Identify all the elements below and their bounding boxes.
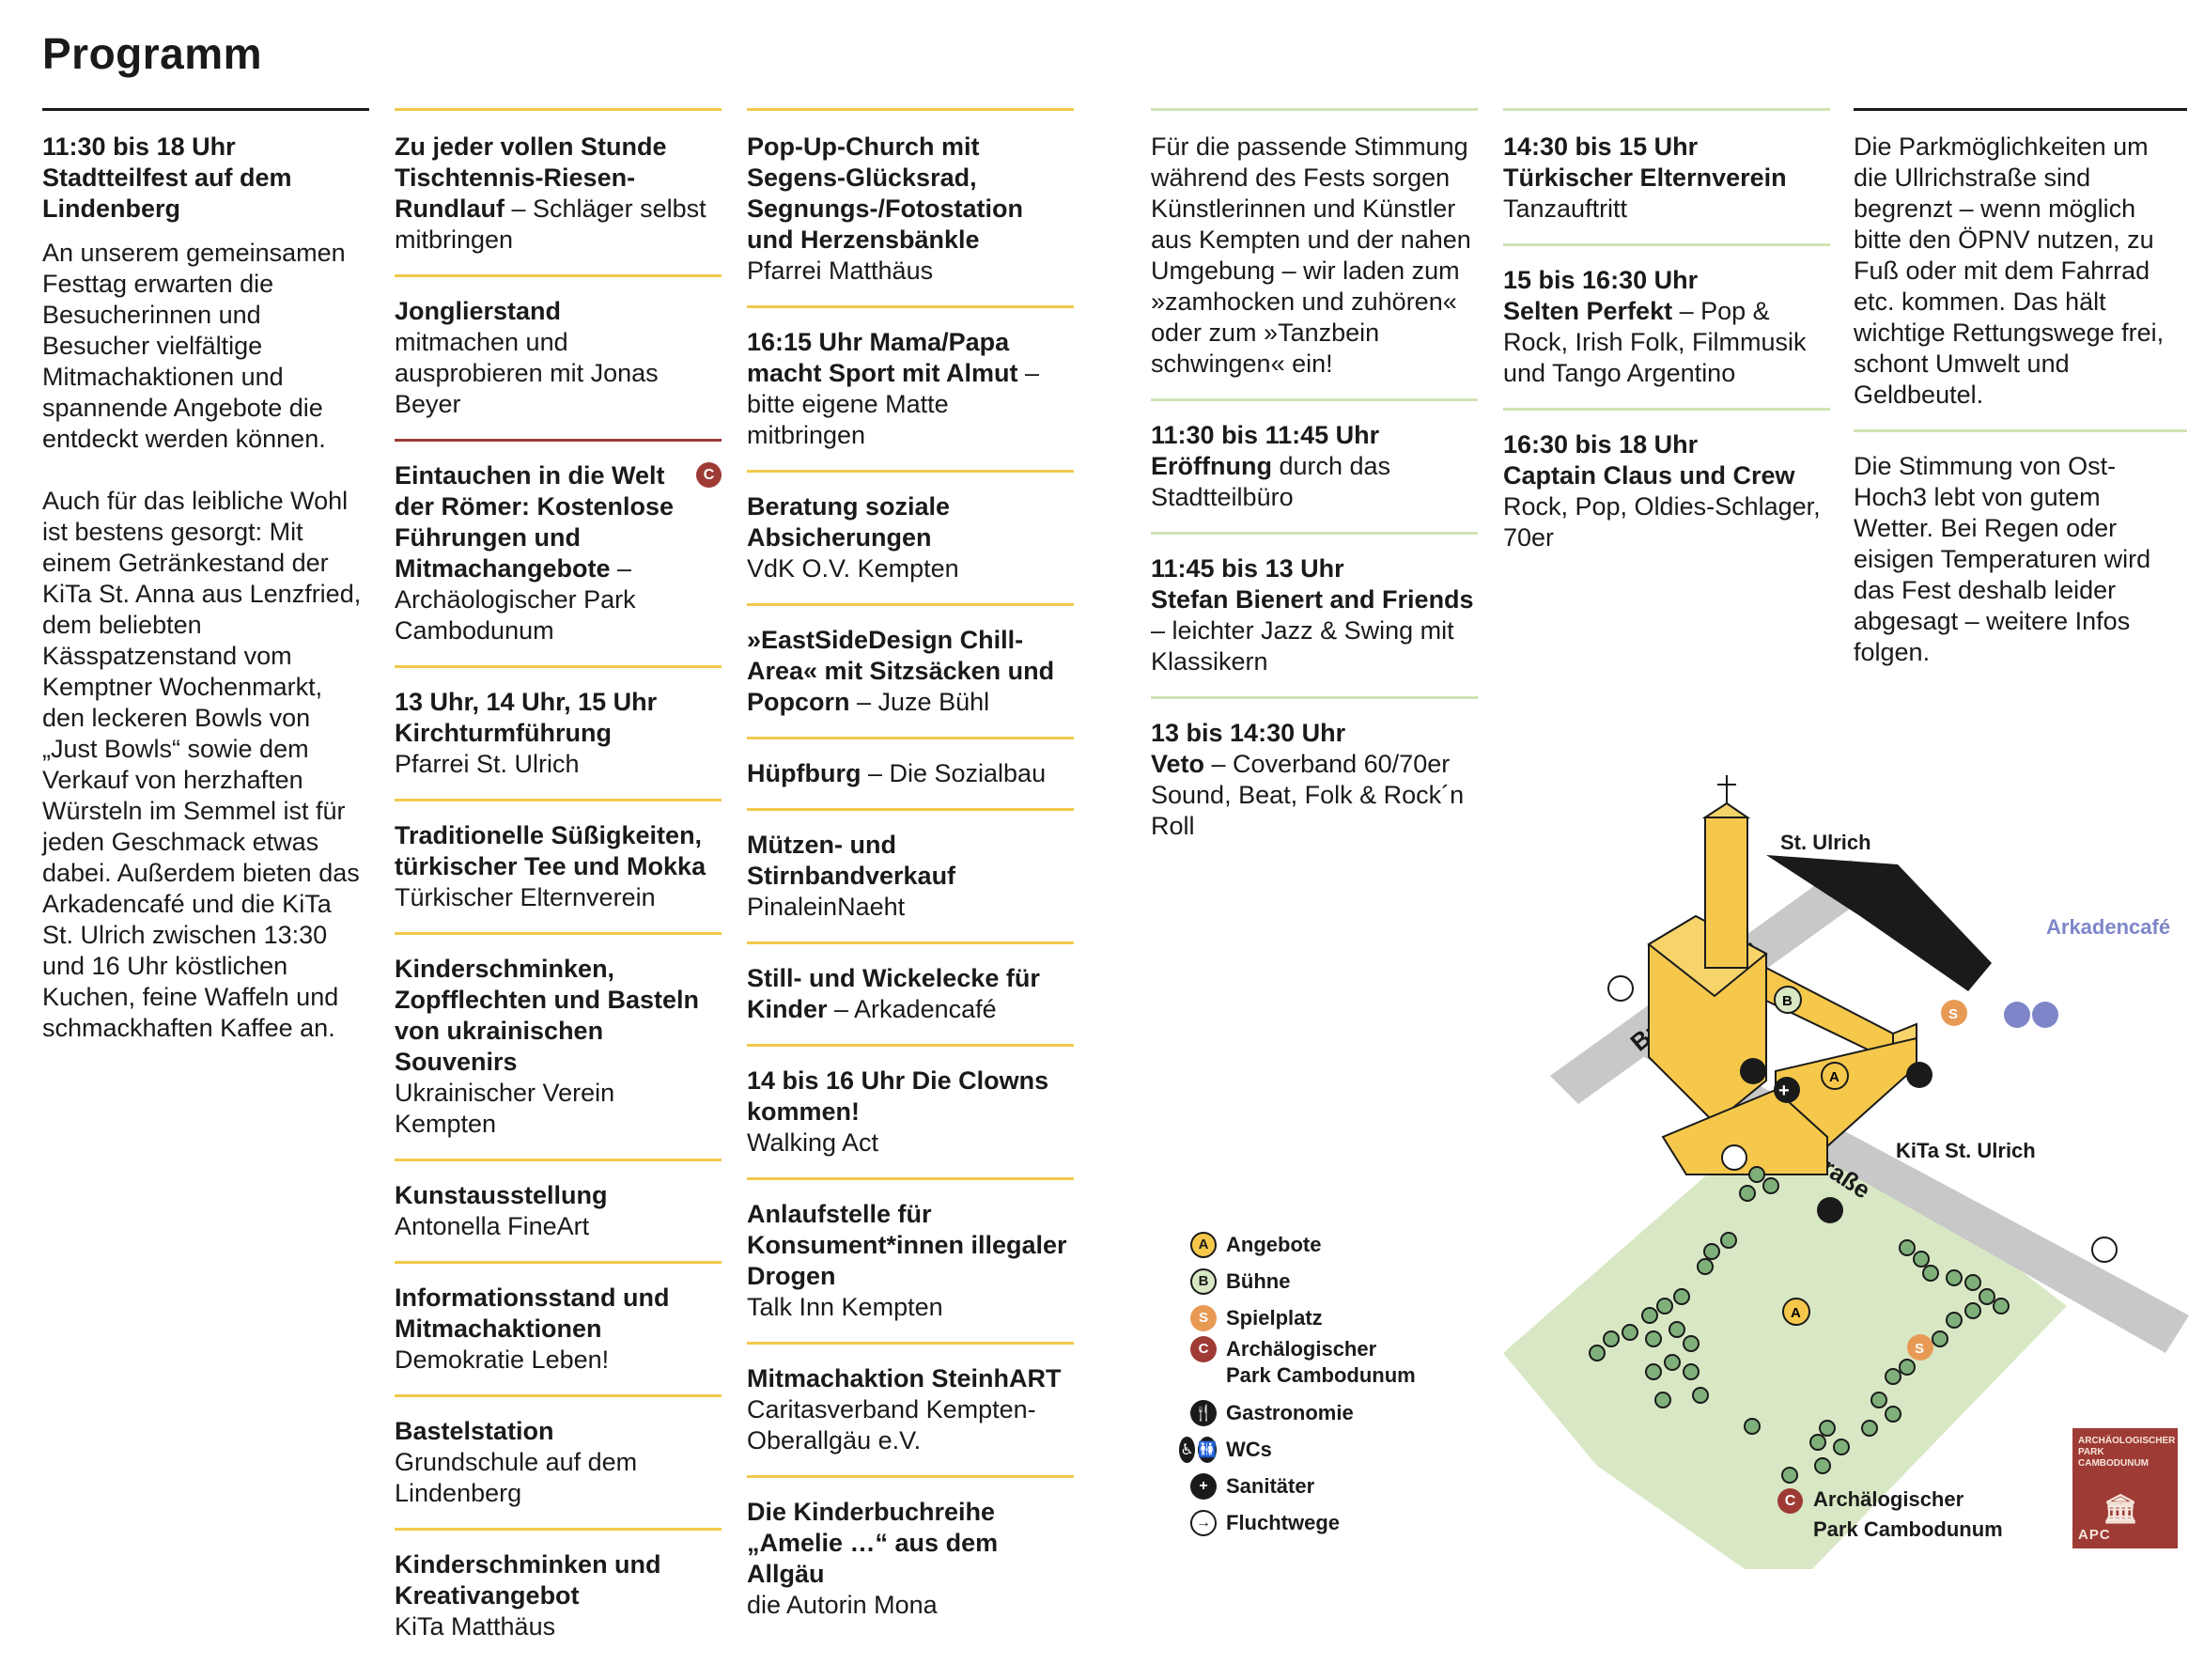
program-title: »EastSideDesign Chill-Area« mit Sitzsäcken und Popcorn xyxy=(747,626,1055,716)
svg-text:S: S xyxy=(1948,1006,1959,1022)
marker-offer-2 xyxy=(1783,1299,1809,1325)
map-legend xyxy=(1179,1226,1416,1541)
program-title: Kinderschminken und Kreativangebot xyxy=(395,1550,661,1610)
program-item xyxy=(747,1066,1074,1180)
program-title: Jonglierstand xyxy=(395,297,562,325)
program-item xyxy=(395,132,722,277)
program-detail: – Die Sozialbau xyxy=(861,759,1047,787)
roman-park-marker-icon: C xyxy=(1777,1488,1803,1514)
program-title: Eintauchen in die Welt der Römer: Kostenlose Führungen und Mitmachangebote xyxy=(395,461,675,583)
food-paragraph: Auch für das leibliche Wohl ist bestens gesorgt: Mit einem Getränkestand der KiTa St. Anna aus Lenzfried, dem beliebten Kässpatzenstand vom Kemptner Wochenmarkt, den leckeren Bowls von „Just Bowls“ sowie dem Verkauf von herzhaften Würsteln im Semmel ist für jeden Geschmack etwas dabei. Außerdem bieten das Arkadencafé und die KiTa St. Ulrich zwischen 13:30 und 16 Uhr köstlichen Kuchen, feine Waffeln und schmackhaften Kaffee an. xyxy=(42,487,362,1042)
roman-park-marker-icon: C xyxy=(1190,1336,1217,1362)
program-title: Pop-Up-Church mit Segens-Glücksrad, Segnungs-/Fotostation und Herzensbänkle xyxy=(747,132,1023,254)
marker-playground-1 xyxy=(1941,1000,1967,1026)
svg-text:+: + xyxy=(1778,1081,1790,1101)
music-column-2 xyxy=(1503,108,1830,591)
program-detail: die Autorin Mona xyxy=(747,1591,938,1619)
intro-paragraph: An unserem gemeinsamen Festtag erwarten die Besucherinnen und Besucher vielfältige Mitmachaktionen und spannende Angebote die entdeckt werden können. xyxy=(42,239,346,453)
program-title: Zu jeder vollen Stunde Tischtennis-Riesen-Rundlauf xyxy=(395,132,667,223)
arrow-icon: → xyxy=(1190,1510,1217,1536)
wc-icon xyxy=(1817,1197,1843,1223)
program-detail: Tanzauftritt xyxy=(1503,194,1628,223)
program-item xyxy=(747,758,1074,811)
legend-item-escape: → Fluchtwege xyxy=(1179,1504,1416,1541)
legend-item-wc: ♿ 🚻 WCs xyxy=(1180,1437,1272,1461)
marker-playground-2 xyxy=(1907,1334,1933,1361)
program-item xyxy=(747,491,1074,606)
program-title: 16:15 Uhr Mama/Papa macht Sport mit Almut xyxy=(747,328,1018,387)
program-title: Beratung soziale Absicherungen xyxy=(747,492,951,552)
program-detail: VdK O.V. Kempten xyxy=(747,554,959,583)
program-detail: – Arkadencafé xyxy=(827,995,997,1023)
program-item xyxy=(395,687,722,801)
program-item xyxy=(747,1363,1074,1478)
program-title: Veto xyxy=(1151,750,1205,778)
program-detail: durch das Stadtteilbüro xyxy=(1151,452,1391,511)
roman-park-marker-icon: C xyxy=(696,462,722,488)
program-detail: Türkischer Elternverein xyxy=(395,883,656,911)
program-detail: Grundschule auf dem Lindenberg xyxy=(395,1448,638,1507)
apc-logo: ARCHÄOLOGISCHER PARK CAMBODUNUM 🏛 APC xyxy=(2072,1428,2178,1548)
program-item xyxy=(747,1497,1074,1640)
svg-text:A: A xyxy=(1791,1305,1801,1321)
wc-icon xyxy=(2004,1002,2058,1028)
program-title: Hüpfburg xyxy=(747,759,861,787)
program-detail: – bitte eigene Matte mitbringen xyxy=(747,359,1040,449)
program-item xyxy=(395,954,722,1161)
info-column xyxy=(1854,108,2187,706)
program-item xyxy=(747,963,1074,1047)
program-item xyxy=(395,820,722,935)
program-title: Informationsstand und Mitmachaktionen xyxy=(395,1283,670,1343)
program-time: 13 bis 14:30 Uhr xyxy=(1151,719,1346,747)
parking-info: Die Parkmöglichkeiten um die Ullrichstraße sind begrenzt – wenn möglich bitte den ÖPNV nutzen, zu Fuß oder mit dem Fahrrad etc. kommen. Das hält wichtige Rettungswege frei, schont Umwelt und Geldbeutel. xyxy=(1854,132,2187,432)
legend-item-offers: A Angebote xyxy=(1179,1226,1416,1263)
temple-icon: 🏛 xyxy=(2103,1494,2139,1525)
music-column-1 xyxy=(1151,108,1478,879)
program-item xyxy=(747,1199,1074,1345)
program-time: 16:30 bis 18 Uhr xyxy=(1503,430,1699,459)
program-item xyxy=(747,830,1074,944)
marker-stage xyxy=(1775,987,1801,1013)
program-title: Bastelstation xyxy=(395,1417,554,1445)
program-detail: Demokratie Leben! xyxy=(395,1346,610,1374)
program-title: Kinderschminken, Zopfflechten und Basteln von ukrainischen Souvenirs xyxy=(395,955,699,1076)
stage-marker-icon: B xyxy=(1190,1268,1217,1295)
marker-offer-1 xyxy=(1822,1063,1848,1089)
program-item xyxy=(747,132,1074,308)
program-item xyxy=(1151,718,1478,861)
program-item xyxy=(1151,553,1478,699)
program-time: 15 bis 16:30 Uhr xyxy=(1503,266,1699,294)
offer-marker-icon: A xyxy=(1190,1232,1217,1258)
map-label-cafe: Arkadencafé xyxy=(2046,915,2171,939)
column-rule xyxy=(42,108,369,111)
program-item xyxy=(747,327,1074,473)
svg-text:B: B xyxy=(1782,993,1793,1009)
legend-item-stage: B Bühne xyxy=(1179,1263,1416,1299)
program-title: 14 bis 16 Uhr Die Clowns kommen! xyxy=(747,1066,1049,1126)
program-detail: – Coverband 60/70er Sound, Beat, Folk & Rock´n Roll xyxy=(1151,750,1465,840)
program-title: Eröffnung xyxy=(1151,452,1272,480)
program-detail: Ukrainischer Verein Kempten xyxy=(395,1079,615,1138)
program-detail: Walking Act xyxy=(747,1128,879,1157)
program-detail: Antonella FineArt xyxy=(395,1212,590,1240)
program-item xyxy=(395,296,722,442)
column-rule xyxy=(747,108,1074,111)
program-item xyxy=(1151,420,1478,535)
program-item xyxy=(1503,132,1830,246)
column-rule xyxy=(1151,108,1478,111)
svg-text:A: A xyxy=(1829,1069,1839,1085)
program-detail: – Juze Bühl xyxy=(849,688,990,716)
plus-icon xyxy=(1774,1077,1800,1103)
legend-item-playground: S Spielplatz xyxy=(1179,1299,1416,1336)
wc-icon: 🚻 xyxy=(1198,1437,1217,1463)
program-item xyxy=(395,1283,722,1397)
program-title: Selten Perfekt xyxy=(1503,297,1673,325)
program-title: Kunstausstellung xyxy=(395,1181,608,1209)
program-detail: Talk Inn Kempten xyxy=(747,1293,943,1321)
activities-column-1 xyxy=(395,108,722,1680)
program-detail: – leichter Jazz & Swing mit Klassikern xyxy=(1151,616,1454,676)
program-title: Türkischer Elternverein xyxy=(1503,163,1787,192)
column-rule xyxy=(1854,108,2187,111)
program-item xyxy=(1503,429,1830,572)
program-detail: – Schläger selbst mitbringen xyxy=(395,194,706,254)
program-title: Die Kinderbuchreihe „Amelie …“ aus dem Allgäu xyxy=(747,1498,999,1588)
program-item xyxy=(1503,265,1830,411)
program-item xyxy=(747,625,1074,739)
plus-icon: + xyxy=(1190,1473,1217,1500)
intro-column xyxy=(42,108,369,1075)
legend-item-roman-park: C Archälogischer Park Cambodunum xyxy=(1179,1336,1416,1394)
program-detail: Rock, Pop, Oldies-Schlager, 70er xyxy=(1503,492,1821,552)
program-detail: KiTa Matthäus xyxy=(395,1612,556,1641)
program-title: Traditionelle Süßigkeiten, türkischer Tee und Mokka xyxy=(395,821,706,880)
program-detail: – Pop & Rock, Irish Folk, Filmmusik und Tango Argentino xyxy=(1503,297,1807,387)
legend-item-gastronomy: 🍴 Gastronomie xyxy=(1179,1394,1416,1431)
program-title: Mitmachaktion SteinhART xyxy=(747,1364,1062,1392)
page-title: Programm xyxy=(42,29,263,78)
program-detail: mitmachen und ausprobieren mit Jonas Beyer xyxy=(395,328,659,418)
program-title: Anlaufstelle für Konsument*innen illegaler Drogen xyxy=(747,1200,1067,1290)
playground-marker-icon: S xyxy=(1190,1305,1217,1331)
legend-item-medics: + Sanitäter xyxy=(1179,1468,1416,1504)
festival-heading: 11:30 bis 18 Uhr Stadtteilfest auf dem Lindenberg xyxy=(42,132,292,223)
program-time: 11:30 bis 11:45 Uhr xyxy=(1151,421,1380,449)
program-title: 13 Uhr, 14 Uhr, 15 Uhr Kirchturmführung xyxy=(395,688,658,747)
wheelchair-icon: ♿ xyxy=(1179,1437,1195,1463)
column-rule xyxy=(395,108,722,111)
program-title: Mützen- und Stirnbandverkauf xyxy=(747,831,956,890)
program-title: Still- und Wickelecke für Kinder xyxy=(747,964,1040,1023)
program-time: 14:30 bis 15 Uhr xyxy=(1503,132,1699,161)
weather-info: Die Stimmung von Ost-Hoch3 lebt von gutem Wetter. Bei Regen oder eisigen Temperaturen wird das Fest deshalb leider abgesagt – weitere Infos folgen. xyxy=(1854,452,2151,666)
program-title: Captain Claus und Crew xyxy=(1503,461,1795,490)
program-title: Stefan Bienert and Friends xyxy=(1151,585,1474,614)
map-label-church: St. Ulrich xyxy=(1780,831,1871,854)
program-detail: Pfarrei St. Ulrich xyxy=(395,750,580,778)
music-intro: Für die passende Stimmung während des Fests sorgen Künstlerinnen und Künstler aus Kempten und der nahen Umgebung – wir laden zum »zamhocken und zuhören« oder zum »Tanzbein schwingen« ein! xyxy=(1151,132,1478,401)
activities-column-2 xyxy=(747,108,1074,1658)
map-label-kita: KiTa St. Ulrich xyxy=(1896,1139,2036,1162)
program-item xyxy=(395,1416,722,1531)
program-detail: – Archäologischer Park Cambodunum xyxy=(395,554,636,645)
column-rule xyxy=(1503,108,1830,111)
program-detail: Pfarrei Matthäus xyxy=(747,257,934,285)
svg-text:S: S xyxy=(1915,1341,1925,1357)
program-item xyxy=(395,1180,722,1264)
program-detail: PinaleinNaeht xyxy=(747,893,906,921)
roman-park-caption: C Archälogischer Park Cambodunum xyxy=(1813,1485,2003,1545)
fork-knife-icon: 🍴 xyxy=(1190,1400,1217,1426)
program-detail: Caritasverband Kempten-Oberallgäu e.V. xyxy=(747,1395,1036,1454)
program-item xyxy=(395,1549,722,1661)
program-time: 11:45 bis 13 Uhr xyxy=(1151,554,1344,583)
program-item xyxy=(395,460,722,668)
